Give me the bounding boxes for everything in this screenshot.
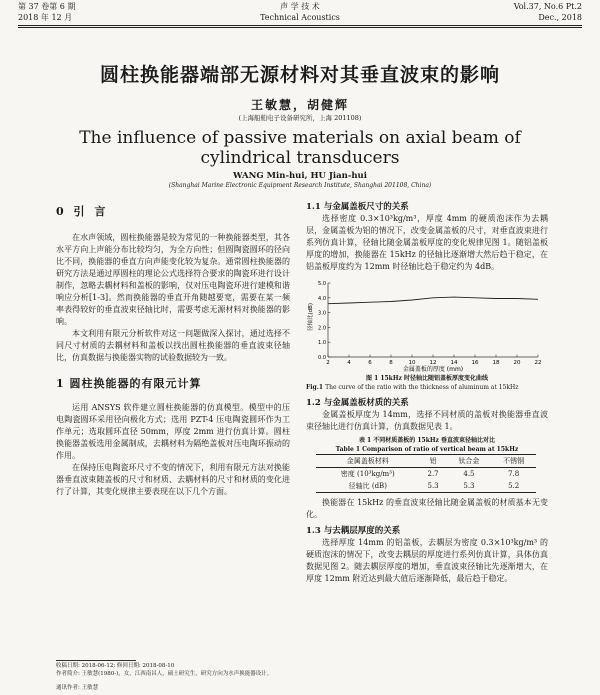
journal-volume: 第 37 卷第 6 期 — [18, 2, 76, 11]
table-cell: 5.3 — [420, 480, 447, 493]
figure-1-caption-text: The curve of the ratio with the thickness of aluminum at 15kHz — [325, 384, 519, 391]
table-1-caption-en — [306, 445, 548, 454]
section-heading-1-3: 1.3 与去耦层厚度的关系 — [306, 526, 401, 536]
journal-date: 2018 年 12 月 — [18, 13, 73, 22]
journal-volume-en: Vol.37, No.6 Pt.2 — [513, 2, 582, 11]
footnote-rule — [56, 660, 136, 661]
left-column — [56, 206, 290, 498]
table-cell: 5.3 — [447, 480, 492, 493]
figure-1-label: Fig.1 — [306, 384, 323, 391]
chart-y-tick-label: 5.0 — [318, 281, 326, 287]
table-row — [316, 468, 536, 481]
table-1-caption-cn: 表 1 不同材质盖板的 15kHz 垂直波束径轴比对比 — [358, 437, 496, 444]
table-1-label: Table 1 — [335, 446, 361, 453]
chart-x-tick-label: 16 — [471, 360, 479, 366]
fem-paragraph-1: 运用 ANSYS 软件建立圆柱换能器的仿真模型。模型中的压电陶瓷圆环采用径向极化方式；选用 PZT-4 压电陶瓷圆环作为工作单元；选取圆环直径 50mm，厚度 2mm 进行仿真计算。圆柱换能器盖板选用金属制成，去耦材料为隔绝盖板对压电陶环振动的作用。 — [56, 403, 290, 460]
chart-x-tick-label: 22 — [534, 360, 542, 366]
chart-x-tick-label: 12 — [429, 360, 437, 366]
section-1-3-paragraph: 选择厚度 14mm 的铝盖板，去耦层为密度 0.3×10³kg/m³ 的硬质泡沫的情况下，改变去耦层的厚度进行系列仿真计算，具体仿真数据见图 2。随去耦层厚度的增加，垂直波束径轴比先逐渐增大，在厚度 12mm 附近达到最大值后逐渐降低，最后趋于稳定。 — [306, 538, 548, 583]
chart-series-line — [328, 297, 538, 304]
section-1-2-paragraph: 金属盖板厚度为 14mm，选择不同材质的盖板对换能器垂直波束径轴比进行仿真计算，仿真数据见表 1。 — [306, 410, 548, 431]
chart-x-tick-label: 18 — [492, 360, 500, 366]
table-header-cell: 不锈钢 — [491, 455, 536, 468]
chart-xlabel: 金属盖板的厚度 (mm) — [402, 366, 464, 373]
affiliation-cn: (上海船舶电子设备研究所，上海 201108) — [238, 114, 362, 122]
after-table-paragraph: 换能器在 15kHz 的垂直波束径轴比随金属盖板的材质基本无变化。 — [306, 498, 548, 519]
figure-1-caption-cn: 图 1 15kHz 时径轴比随铝盖板厚度变化曲线 — [365, 375, 489, 382]
chart-x-tick-label: 8 — [389, 360, 393, 366]
journal-date-en: Dec., 2018 — [538, 13, 582, 22]
table-header-cell: 金属盖板材料 — [316, 455, 420, 468]
chart-x-tick-label: 4 — [347, 360, 351, 366]
chart-x-tick-label: 20 — [513, 360, 521, 366]
table-cell: 5.2 — [491, 480, 536, 493]
chart-y-tick-label: 4.0 — [318, 295, 326, 302]
section-heading-fem: 1 圆柱换能器的有限元计算 — [56, 377, 202, 390]
header-rule — [18, 25, 582, 26]
table-cell: 7.8 — [508, 470, 520, 478]
journal-name-cn: 声 学 技 术 — [280, 2, 320, 11]
table-cell: 径轴比 (dB) — [316, 480, 420, 493]
right-column — [306, 201, 548, 585]
table-row — [316, 480, 536, 493]
table-header-row — [316, 455, 536, 468]
chart-x-tick-label: 6 — [368, 360, 372, 366]
intro-paragraph-1: 在水声领域，圆柱换能器是较为常见的一种换能器类型，其各水平方向上声能分布比较均匀，为全方向性；但圆陶瓷圆环的径向比不同，换能器的垂直方向声能变化较为复杂。通常圆柱换能器的研究方法是通过厚圆柱的理论公式选择符合要求的陶瓷环进行设计制作，忽略去耦材料和盖板的影响，仅对压电陶瓷环进行建模和谐响应分析[1-3]。然而换能器的垂直开角随越要宽，需要在某一频率表得较好的垂直波束径轴比时，需要考虑无源材料对换能器的影响。 — [56, 233, 290, 326]
table-header-cell: 钛合金 — [447, 455, 492, 468]
section-heading-1-2: 1.2 与金属盖板材质的关系 — [306, 398, 409, 408]
chart-y-tick-label: 2.0 — [318, 325, 326, 332]
chart-x-tick-label: 14 — [450, 360, 458, 366]
fem-paragraph-2: 在保持压电陶瓷环尺寸不变的情况下，利用有限元方法对换能器垂直波束随盖板的尺寸和材质、去耦材料的尺寸和材质的变化进行了计算，其变化规律主要表现在以下几个方面。 — [56, 463, 290, 496]
table-cell: 密度 (10³kg/m³) — [340, 470, 395, 478]
intro-paragraph-2: 本文利用有限元分析软件对这一问题做深入探讨，通过选择不同尺寸材质的去耦材料和盖板以找出圆柱换能器的垂直波束径轴比，仿真数据与换能器实物的试验数据较为一致。 — [56, 329, 290, 362]
figure-1-chart — [306, 277, 548, 373]
chart-y-tick-label: 3.0 — [318, 310, 326, 317]
table-cell: 4.5 — [463, 470, 475, 478]
authors-en: WANG Min-hui, HU Jian-hui — [233, 171, 367, 181]
paper-title-cn: 圆柱换能器端部无源材料对其垂直波束的影响 — [99, 64, 500, 86]
chart-x-tick-label: 2 — [326, 360, 330, 366]
table-1-caption-text: Comparison of ratio of vertical beam at 15kHz — [362, 446, 519, 453]
table-cell: 2.7 — [427, 470, 439, 478]
table-header-cell: 铝 — [420, 455, 447, 468]
journal-name-en: Technical Acoustics — [260, 13, 340, 22]
chart-x-tick-label: 10 — [408, 360, 416, 366]
footnote-corresponding: 通讯作者: 王敏慧 — [56, 685, 99, 691]
authors-cn: 王敏慧，胡健辉 — [250, 98, 349, 112]
chart-ylabel: 径轴比(dB) — [308, 302, 314, 332]
section-heading-intro: 0 引 言 — [56, 205, 109, 218]
affiliation-en: (Shanghai Marine Electronic Equipment Research Institute, Shanghai 201108, China) — [168, 182, 432, 189]
footnote-author: 作者简介: 王敏慧(1980-)，女，江西南昌人，硕士研究生，研究方向为水声换能器设计。 — [56, 671, 273, 677]
footnote-received: 收稿日期: 2018-06-12; 修回日期: 2018-08-10 — [56, 663, 175, 669]
section-heading-1-1: 1.1 与金属盖板尺寸的关系 — [306, 202, 409, 212]
chart-y-tick-label: 1.0 — [318, 340, 326, 347]
chart-y-tick-label: 0.0 — [318, 355, 326, 361]
paper-title-en: The influence of passive materials on axial beam of cylindrical transducers — [79, 128, 521, 168]
figure-1-caption-en — [306, 383, 548, 392]
section-1-1-paragraph: 选择密度 0.3×10³kg/m³，厚度 4mm 的硬质泡沫作为去耦层，金属盖板为铝的情况下，改变金属盖板的尺寸，对垂直波束进行系列仿真计算，径轴比随金属盖板厚度的变化规律见图 1。随铝盖板厚度的增加，换能器在 15kHz 的径轴比逐渐增大然后趋于稳定，在铝盖板厚度约为 12mm 时径轴比趋于稳定约为 4dB。 — [306, 214, 548, 271]
table-1 — [316, 454, 536, 493]
header-rule-thin — [18, 27, 582, 28]
